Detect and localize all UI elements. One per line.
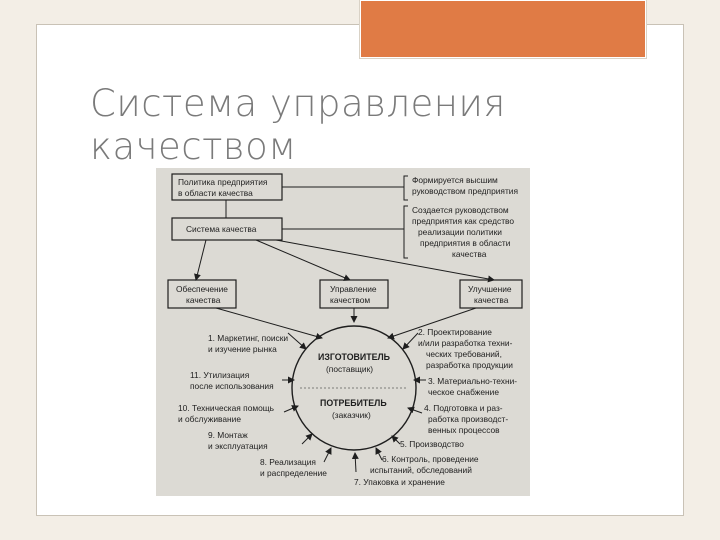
stage-11-line-1: 11. Утилизация bbox=[190, 370, 250, 380]
svg-text:Формируется высшим руков bbox=[412, 175, 518, 196]
stage-4-line-2: работка производст- bbox=[428, 414, 509, 424]
stage-4-line-3: венных процессов bbox=[428, 425, 500, 435]
improvement-box-line-2: качества bbox=[474, 295, 509, 305]
svg-text:(заказчик) bbox=[332, 410, 371, 420]
svg-text:Система качества bbox=[186, 224, 257, 234]
arrow-s4 bbox=[408, 408, 422, 413]
stage-5-label: 5. Производство bbox=[400, 439, 464, 449]
policy-note-line-2: руководством предприятия bbox=[412, 186, 519, 196]
consumer-sublabel: (заказчик) bbox=[332, 410, 371, 420]
svg-text:Политика предприятия в о bbox=[178, 177, 270, 198]
qms-note-line-3: реализации политики bbox=[418, 227, 502, 237]
arrow-s2 bbox=[403, 333, 418, 349]
arrow-s1 bbox=[288, 333, 306, 349]
slide-title-line-1: Система управления bbox=[90, 82, 506, 125]
policy-note-line-1: Формируется высшим bbox=[412, 175, 498, 185]
qms-note-line-2: предприятия как средство bbox=[412, 216, 515, 226]
svg-text:ИЗГОТОВИТЕЛЬ bbox=[318, 352, 391, 362]
svg-text:7. Упаковка и хранение bbox=[354, 477, 445, 487]
svg-text:10. Техническая помощь и bbox=[178, 403, 276, 424]
stage-8-line-1: 8. Реализация bbox=[260, 457, 316, 467]
svg-text:Обеспечение качества bbox=[176, 284, 230, 305]
svg-text:3. Материально-техни- че bbox=[428, 376, 519, 397]
stage-9-line-2: и эксплуатация bbox=[208, 441, 268, 451]
arrow-s7 bbox=[355, 453, 356, 472]
qms-to-management bbox=[256, 240, 350, 280]
slide-title-line-2: качеством bbox=[90, 125, 297, 168]
stage-4-line-1: 4. Подготовка и раз- bbox=[424, 403, 503, 413]
consumer-label: ПОТРЕБИТЕЛЬ bbox=[320, 398, 387, 408]
qms-note-bracket bbox=[404, 206, 408, 258]
stage-6-line-1: 6. Контроль, проведение bbox=[382, 454, 479, 464]
qms-note-line-1: Создается руководством bbox=[412, 205, 509, 215]
svg-text:2. Проектирование и/или bbox=[418, 327, 515, 370]
diagram-svg bbox=[156, 168, 530, 496]
svg-text:9. Монтаж и эксплуатация bbox=[208, 430, 268, 451]
stage-8-line-2: и распределение bbox=[260, 468, 327, 478]
svg-text:Создается руководством п bbox=[412, 205, 516, 259]
management-box-line-1: Управление bbox=[330, 284, 377, 294]
svg-text:Улучшение качества bbox=[468, 284, 514, 305]
svg-text:8. Реализация и распреде bbox=[260, 457, 327, 478]
stage-2-line-1: 2. Проектирование bbox=[418, 327, 492, 337]
accent-tab bbox=[360, 0, 646, 58]
policy-box-line-1: Политика предприятия bbox=[178, 177, 268, 187]
improvement-box-line-1: Улучшение bbox=[468, 284, 512, 294]
stage-3-line-2: ческое снабжение bbox=[428, 387, 500, 397]
stage-2-line-4: разработка продукции bbox=[426, 360, 513, 370]
maker-label: ИЗГОТОВИТЕЛЬ bbox=[318, 352, 390, 362]
stage-1-line-1: 1. Маркетинг, поиски bbox=[208, 333, 289, 343]
svg-text:6. Контроль, проведение bbox=[370, 454, 481, 475]
stage-2-line-3: ческих требований, bbox=[426, 349, 502, 359]
assurance-box-line-1: Обеспечение bbox=[176, 284, 228, 294]
stage-3-line-1: 3. Материально-техни- bbox=[428, 376, 518, 386]
svg-text:Управление качеством bbox=[330, 284, 379, 305]
stage-11-line-2: после использования bbox=[190, 381, 274, 391]
policy-box-line-2: в области качества bbox=[178, 188, 253, 198]
qms-note-line-5: качества bbox=[452, 249, 487, 259]
policy-note-bracket bbox=[404, 176, 408, 200]
stage-6-line-2: испытаний, обследований bbox=[370, 465, 472, 475]
arrow-s9 bbox=[302, 434, 312, 444]
arrow-s8 bbox=[324, 448, 331, 462]
maker-sublabel: (поставщик) bbox=[326, 364, 374, 374]
stage-2-line-2: и/или разработка техни- bbox=[418, 338, 513, 348]
stage-1-line-2: и изучение рынка bbox=[208, 344, 277, 354]
qms-box-label: Система качества bbox=[186, 224, 257, 234]
stage-9-line-1: 9. Монтаж bbox=[208, 430, 248, 440]
svg-text:11. Утилизация после исп bbox=[190, 370, 274, 391]
svg-text:4. Подготовка и раз- раб bbox=[424, 403, 510, 435]
stage-10-line-2: и обслуживание bbox=[178, 414, 241, 424]
slide-title bbox=[90, 82, 510, 168]
svg-text:1. Маркетинг, поиски и и bbox=[208, 333, 290, 354]
qms-to-assurance bbox=[196, 240, 206, 280]
svg-text:(поставщик) bbox=[326, 364, 373, 374]
assurance-box-line-2: качества bbox=[186, 295, 221, 305]
qms-note-line-4: предприятия в области bbox=[420, 238, 511, 248]
stage-7-label: 7. Упаковка и хранение bbox=[354, 477, 445, 487]
stage-10-line-1: 10. Техническая помощь bbox=[178, 403, 275, 413]
management-box-line-2: качеством bbox=[330, 295, 371, 305]
svg-text:5. Производство bbox=[400, 439, 464, 449]
quality-system-diagram bbox=[156, 168, 530, 496]
svg-text:ПОТРЕБИТЕЛЬ bbox=[320, 398, 387, 408]
arrow-s5 bbox=[392, 436, 400, 444]
